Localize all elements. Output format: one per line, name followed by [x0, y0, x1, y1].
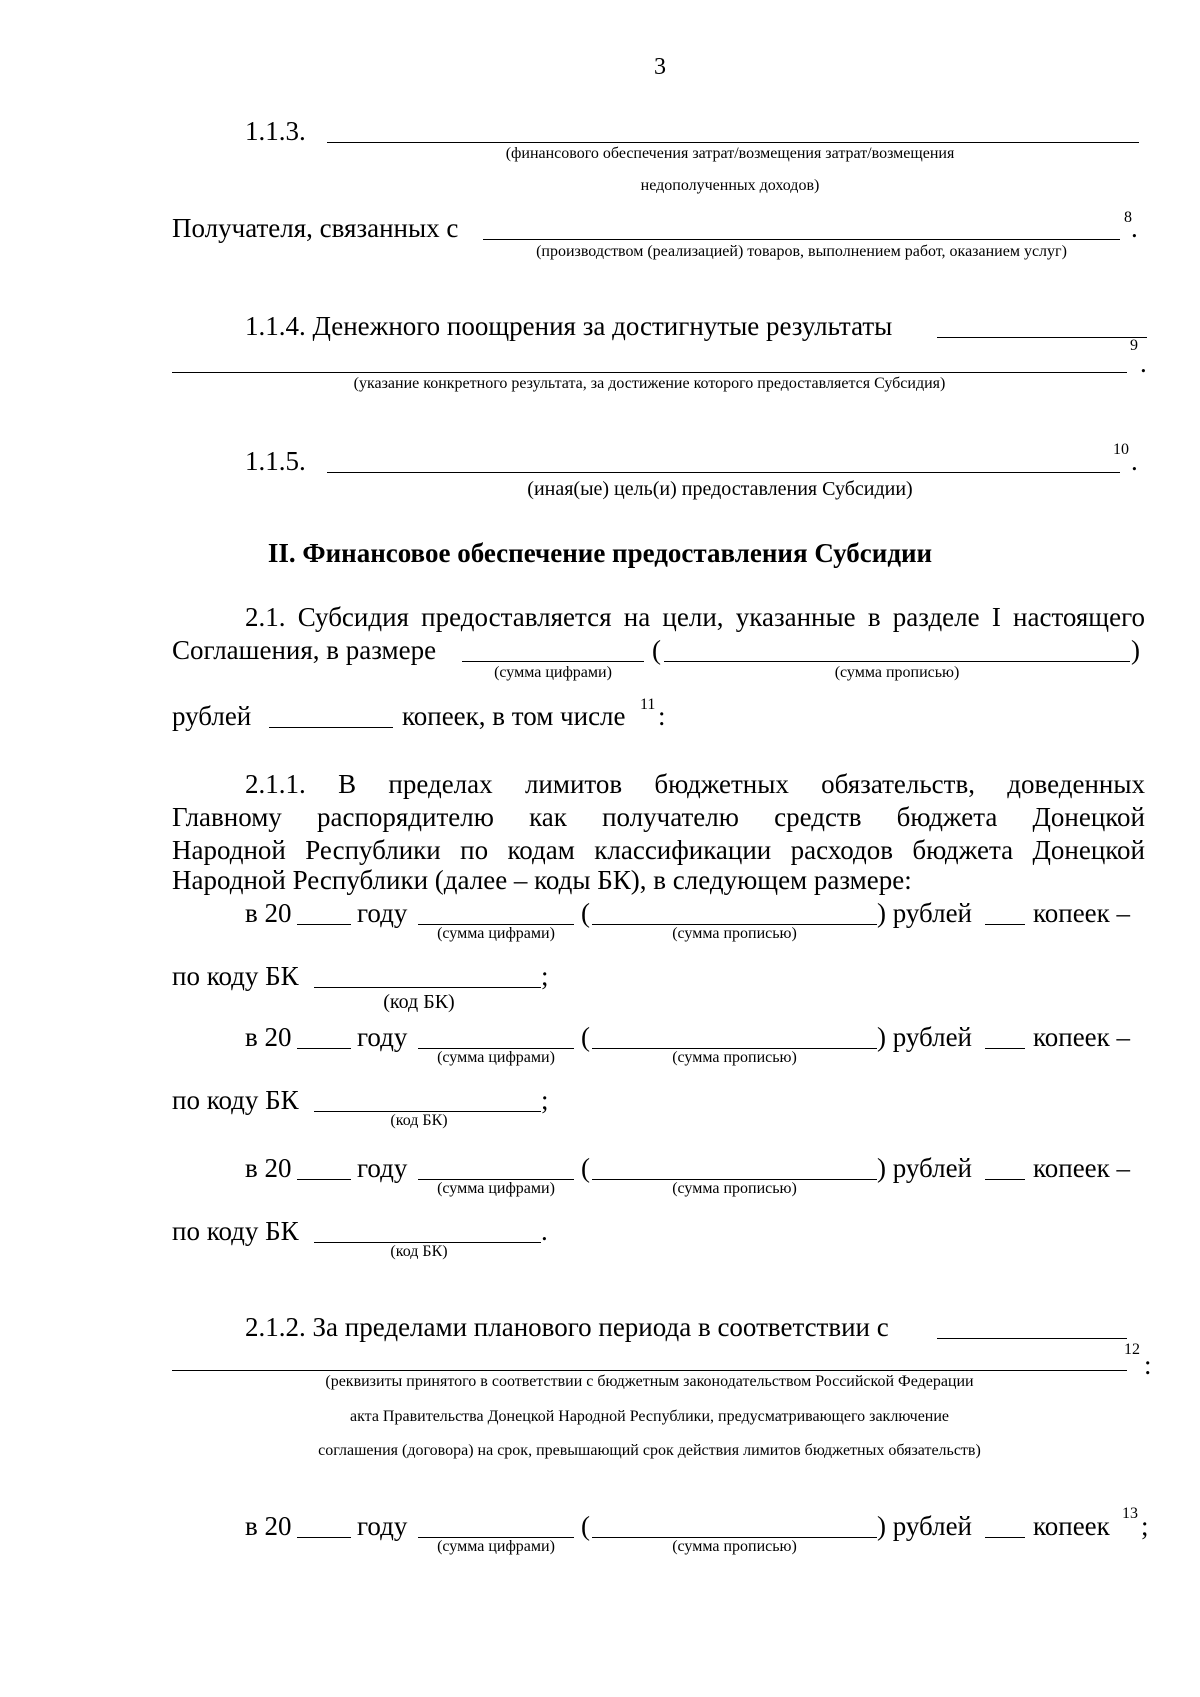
- year-row-3-prefix: в 20: [245, 1153, 292, 1183]
- clause-1-1-3-hint-2: недополученных доходов): [640, 177, 820, 194]
- year-row-3-kopecks: копеек –: [1033, 1153, 1131, 1183]
- year-row-2-kopecks: копеек –: [1033, 1022, 1131, 1052]
- year-row-2-year-line[interactable]: [297, 1048, 351, 1049]
- kopecks-line[interactable]: [269, 727, 393, 728]
- year-row-2-kopecks-line[interactable]: [985, 1048, 1025, 1049]
- p2-1-2-hint-3: соглашения (договора) на срок, превышающий срок действия лимитов бюджетных обязательств): [318, 1442, 981, 1459]
- p2-1-2-line-b[interactable]: [172, 1370, 1127, 1371]
- p2-1-2-line-a[interactable]: [937, 1338, 1127, 1339]
- clause-1-1-3-label: 1.1.3.: [245, 116, 306, 146]
- year-row-2-rubles: ) рублей: [877, 1022, 973, 1052]
- kopecks-including: копеек, в том числе: [402, 701, 626, 731]
- footnote-8: 8: [1124, 209, 1132, 226]
- clause-1-1-5-end: .: [1131, 446, 1138, 476]
- final-row-rubles: ) рублей: [877, 1511, 973, 1541]
- bk-row-1-end: ;: [541, 961, 549, 991]
- final-row-year-line[interactable]: [297, 1537, 351, 1538]
- p2-1-2-hint-1: (реквизиты принятого в соответствии с бюджетным законодательством Российской Федерации: [325, 1373, 974, 1390]
- hint-sum-words: (сумма прописью): [834, 664, 960, 681]
- p2-1-1-line3: Народной Республики по кодам классификации расходов бюджета Донецкой: [172, 835, 1145, 865]
- year-row-1-hint-words: (сумма прописью): [672, 925, 797, 942]
- year-row-2-hint-digits: (сумма цифрами): [437, 1049, 555, 1066]
- sum-words-line[interactable]: [664, 661, 1130, 662]
- bk-row-1-line[interactable]: [314, 987, 541, 988]
- year-row-2-hint-words: (сумма прописью): [672, 1049, 797, 1066]
- year-row-1-year-line[interactable]: [297, 924, 351, 925]
- footnote-11: 11: [640, 696, 656, 713]
- year-row-1-paren: (: [581, 898, 590, 928]
- colon-11: :: [658, 701, 666, 731]
- footnote-12: 12: [1124, 1341, 1140, 1358]
- recipient-line[interactable]: [483, 239, 1120, 240]
- year-row-3-rubles: ) рублей: [877, 1153, 973, 1183]
- year-row-1-year-word: году: [357, 898, 408, 928]
- clause-1-1-3-hint-1: (финансового обеспечения затрат/возмещения затрат/возмещения: [505, 145, 955, 162]
- bk-row-3-hint: (код БК): [390, 1243, 448, 1260]
- p2-1-line2: Соглашения, в размере: [172, 635, 437, 665]
- final-row-kopecks-line[interactable]: [985, 1537, 1025, 1538]
- recipient-hint: (производством (реализацией) товаров, выполнением работ, оказанием услуг): [536, 243, 1067, 260]
- footnote-10: 10: [1113, 441, 1129, 458]
- year-row-1-rubles: ) рублей: [877, 898, 973, 928]
- year-row-2-prefix: в 20: [245, 1022, 292, 1052]
- clause-1-1-5-hint: (иная(ые) цель(и) предоставления Субсидии): [527, 478, 913, 500]
- year-row-1-kopecks: копеек –: [1033, 898, 1131, 928]
- close-paren: ): [1131, 635, 1140, 665]
- p2-1-2-text: 2.1.2. За пределами планового периода в соответствии с: [245, 1312, 889, 1342]
- final-row-prefix: в 20: [245, 1511, 292, 1541]
- bk-row-2-label: по коду БК: [172, 1085, 299, 1115]
- year-row-2-year-word: году: [357, 1022, 408, 1052]
- p2-1-1-line2: Главному распорядителю как получателю средств бюджета Донецкой: [172, 802, 1145, 832]
- year-row-3-year-line[interactable]: [297, 1179, 351, 1180]
- p2-1-2-hint-2: акта Правительства Донецкой Народной Республики, предусматривающего заключение: [349, 1408, 950, 1425]
- clause-1-1-3-line[interactable]: [327, 142, 1139, 143]
- page-number: 3: [654, 54, 666, 80]
- final-row-paren: (: [581, 1511, 590, 1541]
- final-row-kopecks: копеек: [1033, 1511, 1110, 1541]
- clause-1-1-4-text: 1.1.4. Денежного поощрения за достигнутые результаты: [245, 311, 893, 341]
- bk-row-3-end: .: [541, 1216, 548, 1246]
- clause-1-1-4-end: .: [1140, 348, 1147, 378]
- final-row-hint-digits: (сумма цифрами): [437, 1538, 555, 1555]
- final-row-year-word: году: [357, 1511, 408, 1541]
- year-row-3-paren: (: [581, 1153, 590, 1183]
- rubles-word: рублей: [172, 701, 252, 731]
- recipient-text: Получателя, связанных с: [172, 213, 459, 243]
- clause-1-1-5-label: 1.1.5.: [245, 446, 306, 476]
- footnote-9: 9: [1130, 337, 1138, 354]
- bk-row-2-end: ;: [541, 1085, 549, 1115]
- clause-1-1-4-line-b[interactable]: [172, 372, 1127, 373]
- year-row-3-hint-digits: (сумма цифрами): [437, 1180, 555, 1197]
- section-2-heading: II. Финансовое обеспечение предоставления Субсидии: [267, 538, 933, 568]
- year-row-1-prefix: в 20: [245, 898, 292, 928]
- clause-1-1-4-hint: (указание конкретного результата, за достижение которого предоставляется Субсидия): [353, 375, 946, 392]
- recipient-end: .: [1131, 213, 1138, 243]
- final-row-hint-words: (сумма прописью): [672, 1538, 797, 1555]
- year-row-1-hint-digits: (сумма цифрами): [437, 925, 555, 942]
- p2-1-2-end: :: [1144, 1350, 1152, 1380]
- year-row-2-paren: (: [581, 1022, 590, 1052]
- year-row-3-kopecks-line[interactable]: [985, 1179, 1025, 1180]
- year-row-3-year-word: году: [357, 1153, 408, 1183]
- footnote-13: 13: [1122, 1505, 1138, 1522]
- bk-row-2-hint: (код БК): [390, 1112, 448, 1129]
- sum-digits-line[interactable]: [462, 661, 644, 662]
- final-row-end: ;: [1141, 1511, 1149, 1541]
- clause-1-1-4-line-a[interactable]: [937, 337, 1147, 338]
- p2-1-line1: 2.1. Субсидия предоставляется на цели, указанные в разделе I настоящего: [245, 602, 1145, 632]
- p2-1-1-line1: 2.1.1. В пределах лимитов бюджетных обязательств, доведенных: [245, 769, 1145, 799]
- clause-1-1-5-line[interactable]: [327, 472, 1120, 473]
- year-row-3-hint-words: (сумма прописью): [672, 1180, 797, 1197]
- open-paren: (: [652, 635, 661, 665]
- p2-1-1-line4: Народной Республики (далее – коды БК), в следующем размере:: [172, 865, 912, 895]
- bk-row-3-label: по коду БК: [172, 1216, 299, 1246]
- year-row-1-kopecks-line[interactable]: [985, 924, 1025, 925]
- hint-sum-digits: (сумма цифрами): [494, 664, 612, 681]
- bk-row-1-hint: (код БК): [383, 991, 455, 1013]
- bk-row-1-label: по коду БК: [172, 961, 299, 991]
